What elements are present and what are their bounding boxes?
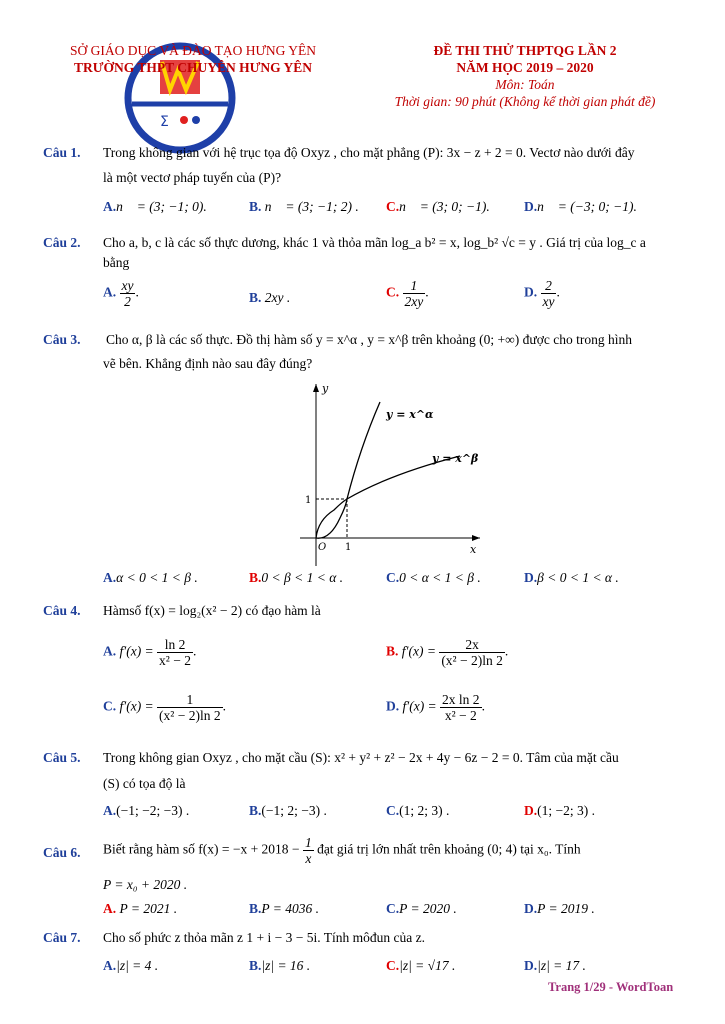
- question-2-text: Cho a, b, c là các số thực dương, khác 1 và thỏa mãn log_a b² = x, log_b² √c = y . Giá trị của log_c a: [103, 235, 646, 250]
- question-7-option-d[interactable]: D.|z| = 17 .: [524, 958, 586, 973]
- question-7-option-b[interactable]: B.|z| = 16 .: [249, 958, 311, 973]
- question-6-option-b[interactable]: B.P = 4036 .: [249, 901, 320, 916]
- question-3-number: Câu 3.: [43, 332, 81, 347]
- graph-x-label: x: [470, 543, 477, 556]
- question-4-option-c[interactable]: C. f′(x) = $\frac{1}{\text{(x² − 2)ln 2}}$ .: [103, 692, 226, 723]
- question-2-number: Câu 2.: [43, 235, 81, 250]
- graph-curve-beta-label: y = x^β: [432, 452, 479, 465]
- question-3-text: Cho α, β là các số thực. Đồ thị hàm số y = x^α , y = x^β trên khoảng (0; +∞) được cho trong hình: [106, 332, 632, 347]
- question-2-text-line2: bằng: [103, 255, 130, 270]
- question-4-text: Hàmsố f(x) = log₂(x² − 2) có đạo hàm là: [103, 603, 321, 618]
- question-7-number: Câu 7.: [43, 930, 81, 945]
- question-1-number: Câu 1.: [43, 145, 81, 160]
- question-5-option-c[interactable]: C.(1; 2; 3) .: [386, 803, 450, 818]
- question-2-option-b[interactable]: B. 2xy .: [249, 290, 291, 305]
- question-4-number: Câu 4.: [43, 603, 81, 618]
- graph-curve-alpha-label: y = x^α: [386, 408, 434, 421]
- question-6-number: Câu 6.: [43, 845, 81, 860]
- question-7-option-c[interactable]: C.|z| = √17 .: [386, 958, 456, 973]
- question-1-option-c[interactable]: C.n⃗ = (3; 0; −1).: [386, 199, 490, 214]
- graph-origin: O: [318, 542, 327, 553]
- question-6-option-a[interactable]: A. P = 2021 .: [103, 901, 178, 916]
- question-5-text: Trong không gian Oxyz , cho mặt cầu (S): x² + y² + z² − 2x + 4y − 6z − 2 = 0. Tâm của mặt cầu: [103, 750, 619, 765]
- graph-y-label: y: [322, 382, 329, 395]
- question-6-option-d[interactable]: D.P = 2019 .: [524, 901, 595, 916]
- question-3-option-c[interactable]: C.0 < α < 1 < β .: [386, 570, 481, 585]
- graph-tick-x: 1: [345, 542, 352, 553]
- question-5-option-a[interactable]: A.(−1; −2; −3) .: [103, 803, 190, 818]
- question-7-option-a[interactable]: A.|z| = 4 .: [103, 958, 159, 973]
- question-4-option-d[interactable]: D. f′(x) = $\frac{\text{2x ln 2}}{\text{x² − 2}}$ .: [386, 692, 485, 723]
- question-3-option-b[interactable]: B.0 < β < 1 < α .: [249, 570, 344, 585]
- question-1-text: Trong không gian với hệ trục tọa độ Oxyz , cho mặt phẳng (P): 3x − z + 2 = 0. Vectơ nào dưới đây: [103, 145, 635, 160]
- question-4-option-b[interactable]: B. f′(x) = $\frac{2x}{\text{(x² − 2)ln 2}}$ .: [386, 637, 509, 668]
- question-5-option-b[interactable]: B.(−1; 2; −3) .: [249, 803, 327, 818]
- graph-tick-y: 1: [305, 495, 312, 506]
- question-2-option-a[interactable]: A. $\frac{xy}{2}$ .: [103, 278, 139, 309]
- question-2-option-c[interactable]: C. $\frac{1}{2xy}$ .: [386, 278, 429, 309]
- header-department: SỞ GIÁO DỤC VÀ ĐÀO TẠO HƯNG YÊN: [69, 43, 317, 58]
- question-2-option-d[interactable]: D. $\frac{2}{xy}$ .: [524, 278, 560, 309]
- question-1-option-a[interactable]: A.n⃗ = (3; −1; 0).: [103, 199, 207, 214]
- question-3-option-a[interactable]: A.α < 0 < 1 < β .: [103, 570, 198, 585]
- question-3-option-d[interactable]: D.β < 0 < 1 < α .: [524, 570, 619, 585]
- question-6-text-line2: P = x₀ + 2020 .: [103, 877, 188, 892]
- svg-text:Σ: Σ: [160, 114, 169, 130]
- question-5-option-d[interactable]: D.(1; −2; 3) .: [524, 803, 595, 818]
- header-subject: Môn: Toán: [495, 77, 555, 92]
- question-1-option-b[interactable]: B. n⃗ = (3; −1; 2) .: [249, 199, 359, 214]
- question-3-graph: [290, 378, 490, 568]
- question-7-text: Cho số phức z thỏa mãn z 1 + i − 3 − 5i. Tính môđun của z.: [103, 930, 425, 945]
- header-school-year: NĂM HỌC 2019 – 2020: [456, 60, 594, 75]
- header-school: TRƯỜNG THPT CHUYÊN HƯNG YÊN: [73, 60, 313, 75]
- question-5-number: Câu 5.: [43, 750, 81, 765]
- question-1-option-d[interactable]: D.n⃗ = (−3; 0; −1).: [524, 199, 637, 214]
- page-footer: Trang 1/29 - WordToan: [548, 980, 674, 994]
- header-exam-title: ĐỀ THI THỬ THPTQG LẦN 2: [433, 43, 617, 58]
- question-6-option-c[interactable]: C.P = 2020 .: [386, 901, 457, 916]
- question-3-text-line2: vẽ bên. Khẳng định nào sau đây đúng?: [103, 356, 313, 371]
- question-1-text-line2: là một vectơ pháp tuyến của (P)?: [103, 170, 282, 185]
- question-6-text: Biết rằng hàm số f(x) = −x + 2018 − $\frac{1}{x}$ đạt giá trị lớn nhất trên khoảng (0; 4) tại x₀. Tính: [103, 835, 581, 866]
- question-5-text-line2: (S) có tọa độ là: [103, 776, 186, 791]
- header-duration: Thời gian: 90 phút (Không kể thời gian phát đề): [394, 94, 656, 109]
- question-4-option-a[interactable]: A. f′(x) = $\frac{\ln 2}{\text{x² − 2}}$ .: [103, 637, 197, 668]
